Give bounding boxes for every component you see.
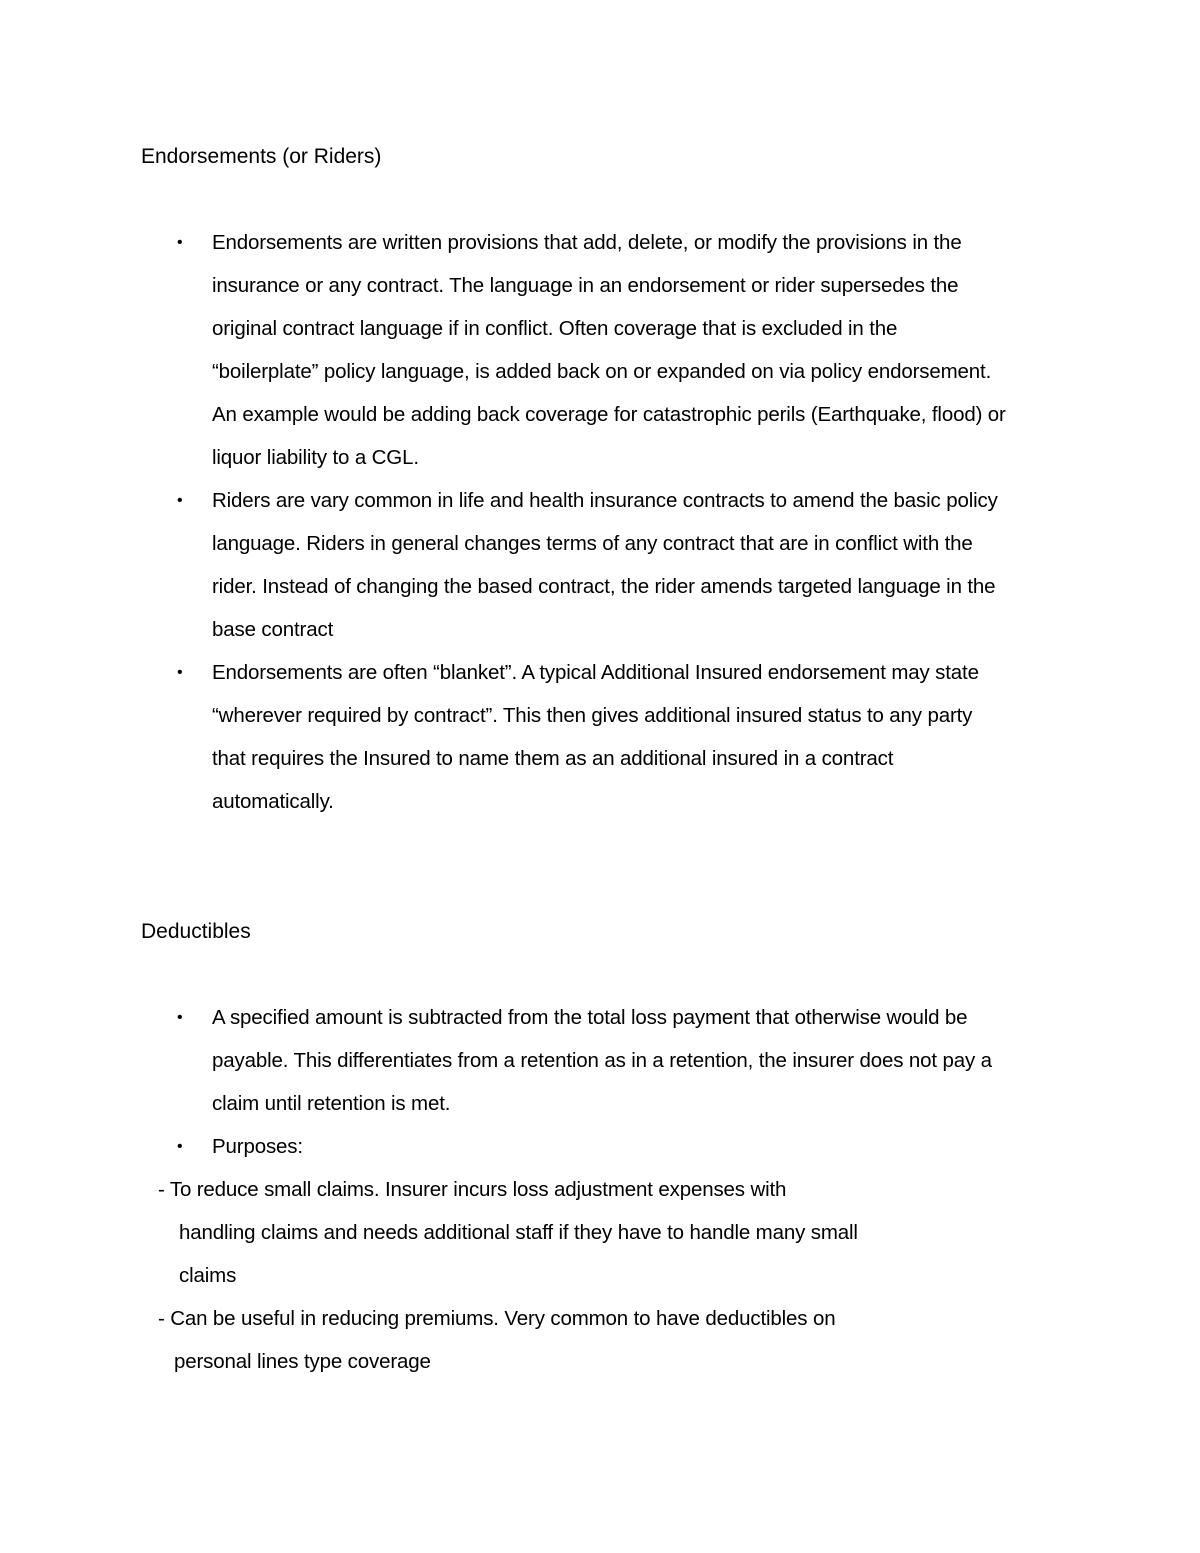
section-heading-deductibles: Deductibles: [141, 920, 251, 943]
deductible-bullet-1-line-1: A specified amount is subtracted from the total loss payment that otherwise would be: [212, 1006, 968, 1029]
section-heading-endorsements: Endorsements (or Riders): [141, 145, 382, 168]
bullet-3-line-3: that requires the Insured to name them as an additional insured in a contract: [212, 747, 894, 770]
bullet-3-line-1: Endorsements are often “blanket”. A typical Additional Insured endorsement may state: [212, 661, 979, 684]
dash-item-1-line-3: claims: [179, 1264, 237, 1287]
dash-item-1-line-1: - To reduce small claims. Insurer incurs loss adjustment expenses with: [158, 1178, 787, 1201]
bullet-1-line-5: An example would be adding back coverage for catastrophic perils (Earthquake, flood) or: [212, 403, 1006, 426]
deductible-bullet-1-line-2: payable. This differentiates from a retention as in a retention, the insurer does not pay a: [212, 1049, 992, 1072]
deductible-bullet-1-line-3: claim until retention is met.: [212, 1092, 451, 1115]
bullet-2-line-4: base contract: [212, 618, 334, 641]
bullet-2-line-3: rider. Instead of changing the based contract, the rider amends targeted language in the: [212, 575, 996, 598]
bullet-1-line-4: “boilerplate” policy language, is added back on or expanded on via policy endorsement.: [212, 360, 992, 383]
bullet-marker: •: [177, 234, 183, 251]
dash-item-2-line-2: personal lines type coverage: [174, 1350, 431, 1373]
dash-item-1-line-2: handling claims and needs additional staff if they have to handle many small: [179, 1221, 858, 1244]
bullet-marker: •: [177, 1009, 183, 1026]
dash-item-2-line-1: - Can be useful in reducing premiums. Very common to have deductibles on: [158, 1307, 836, 1330]
bullet-1-line-1: Endorsements are written provisions that add, delete, or modify the provisions in the: [212, 231, 962, 254]
bullet-2-line-1: Riders are vary common in life and health insurance contracts to amend the basic policy: [212, 489, 998, 512]
bullet-marker: •: [177, 664, 183, 681]
bullet-1-line-2: insurance or any contract. The language in an endorsement or rider supersedes the: [212, 274, 959, 297]
bullet-2-line-2: language. Riders in general changes terms of any contract that are in conflict with the: [212, 532, 973, 555]
bullet-1-line-6: liquor liability to a CGL.: [212, 446, 419, 469]
bullet-1-line-3: original contract language if in conflict. Often coverage that is excluded in the: [212, 317, 898, 340]
bullet-3-line-2: “wherever required by contract”. This then gives additional insured status to any party: [212, 704, 973, 727]
bullet-marker: •: [177, 492, 183, 509]
bullet-3-line-4: automatically.: [212, 790, 334, 813]
deductible-bullet-2-line-1: Purposes:: [212, 1135, 303, 1158]
bullet-marker: •: [177, 1138, 183, 1155]
